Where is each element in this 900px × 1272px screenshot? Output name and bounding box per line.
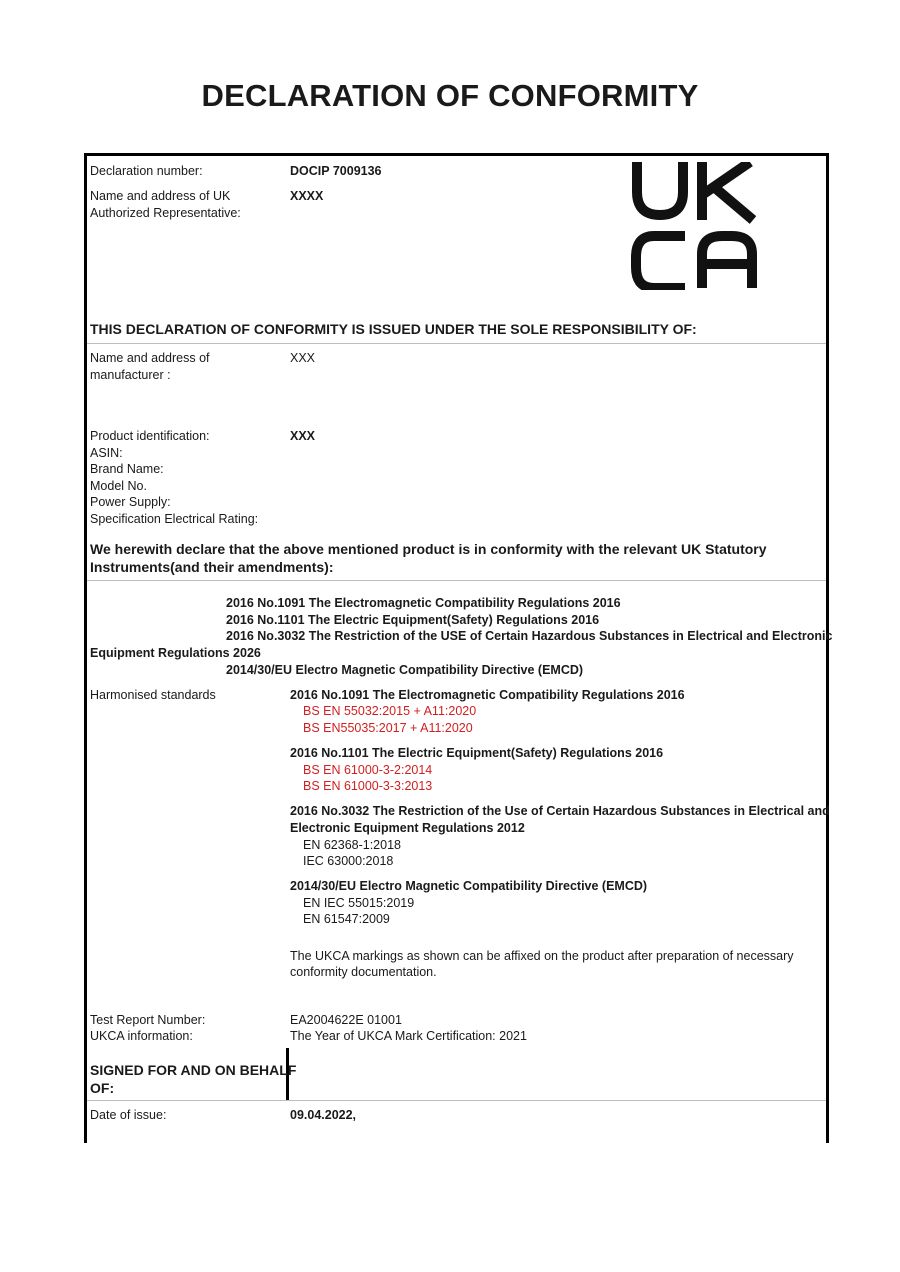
standard-item: EN IEC 55015:2019 — [303, 896, 415, 910]
conformity-statement-line1: We herewith declare that the above mentioned product is in conformity with the relevant UK Statutory — [90, 541, 767, 557]
ukca-note-line: The UKCA markings as shown can be affixed on the product after preparation of necessary — [290, 949, 794, 963]
divider — [87, 580, 826, 581]
standard-group-heading: 2016 No.1101 The Electric Equipment(Safety) Regulations 2016 — [290, 746, 664, 760]
standard-group-heading: 2014/30/EU Electro Magnetic Compatibility Directive (EMCD) — [290, 879, 648, 893]
declaration-frame — [84, 153, 833, 1143]
signed-label-line2: OF: — [90, 1080, 115, 1096]
representative-label: Name and address of UK Authorized Representative: — [90, 189, 241, 220]
harmonised-label: Harmonised standards — [90, 688, 216, 702]
product-labels: Product identification: ASIN: Brand Name: Model No. Power Supply: Specification Electrical Rating: — [90, 429, 259, 526]
standard-group-heading: 2016 No.1091 The Electromagnetic Compatibility Regulations 2016 — [290, 688, 685, 702]
ukca-info-label: UKCA information: — [90, 1029, 193, 1043]
signed-label-line1: SIGNED FOR AND ON BEHALF — [90, 1062, 297, 1078]
page-title: DECLARATION OF CONFORMITY — [201, 78, 699, 113]
regulation-line: 2016 No.1101 The Electric Equipment(Safety) Regulations 2016 — [226, 613, 600, 627]
ukca-note-line: conformity documentation. — [290, 965, 437, 979]
standard-group-heading: Electronic Equipment Regulations 2012 — [290, 821, 525, 835]
declaration-number-value: DOCIP 7009136 — [290, 164, 382, 178]
standard-item: EN 61547:2009 — [303, 912, 390, 926]
issue-date-value: 09.04.2022, — [290, 1108, 357, 1122]
representative-value: XXXX — [290, 189, 324, 203]
manufacturer-value: XXX — [290, 351, 316, 365]
standard-item: EN 62368-1:2018 — [303, 838, 401, 852]
declaration-number-label: Declaration number: — [90, 164, 203, 178]
standard-item: BS EN 55032:2015 + A11:2020 — [303, 704, 477, 718]
divider — [87, 1100, 826, 1101]
product-value: XXX — [290, 429, 316, 443]
regulation-line: 2016 No.3032 The Restriction of the USE of Certain Hazardous Substances in Electrical and Electronic — [226, 629, 833, 643]
regulation-line: 2016 No.1091 The Electromagnetic Compatibility Regulations 2016 — [226, 596, 621, 610]
issue-date-label: Date of issue: — [90, 1108, 167, 1122]
conformity-statement-line2: Instruments(and their amendments): — [90, 559, 334, 575]
standard-item: BS EN 61000-3-3:2013 — [303, 779, 433, 793]
standard-group-heading: 2016 No.3032 The Restriction of the Use of Certain Hazardous Substances in Electrical and — [290, 804, 830, 818]
ukca-info-value: The Year of UKCA Mark Certification: 2021 — [290, 1029, 527, 1043]
regulation-line: 2014/30/EU Electro Magnetic Compatibility Directive (EMCD) — [226, 663, 584, 677]
standard-item: BS EN55035:2017 + A11:2020 — [303, 721, 473, 735]
manufacturer-label: Name and address of manufacturer : — [90, 351, 210, 382]
responsibility-heading: THIS DECLARATION OF CONFORMITY IS ISSUED UNDER THE SOLE RESPONSIBILITY OF: — [90, 321, 697, 337]
divider — [87, 343, 826, 344]
test-report-value: EA2004622E 01001 — [290, 1013, 402, 1027]
standard-item: BS EN 61000-3-2:2014 — [303, 763, 433, 777]
test-report-label: Test Report Number: — [90, 1013, 206, 1027]
regulation-line: Equipment Regulations 2026 — [90, 646, 261, 660]
ukca-logo — [630, 162, 758, 290]
standard-item: IEC 63000:2018 — [303, 854, 394, 868]
